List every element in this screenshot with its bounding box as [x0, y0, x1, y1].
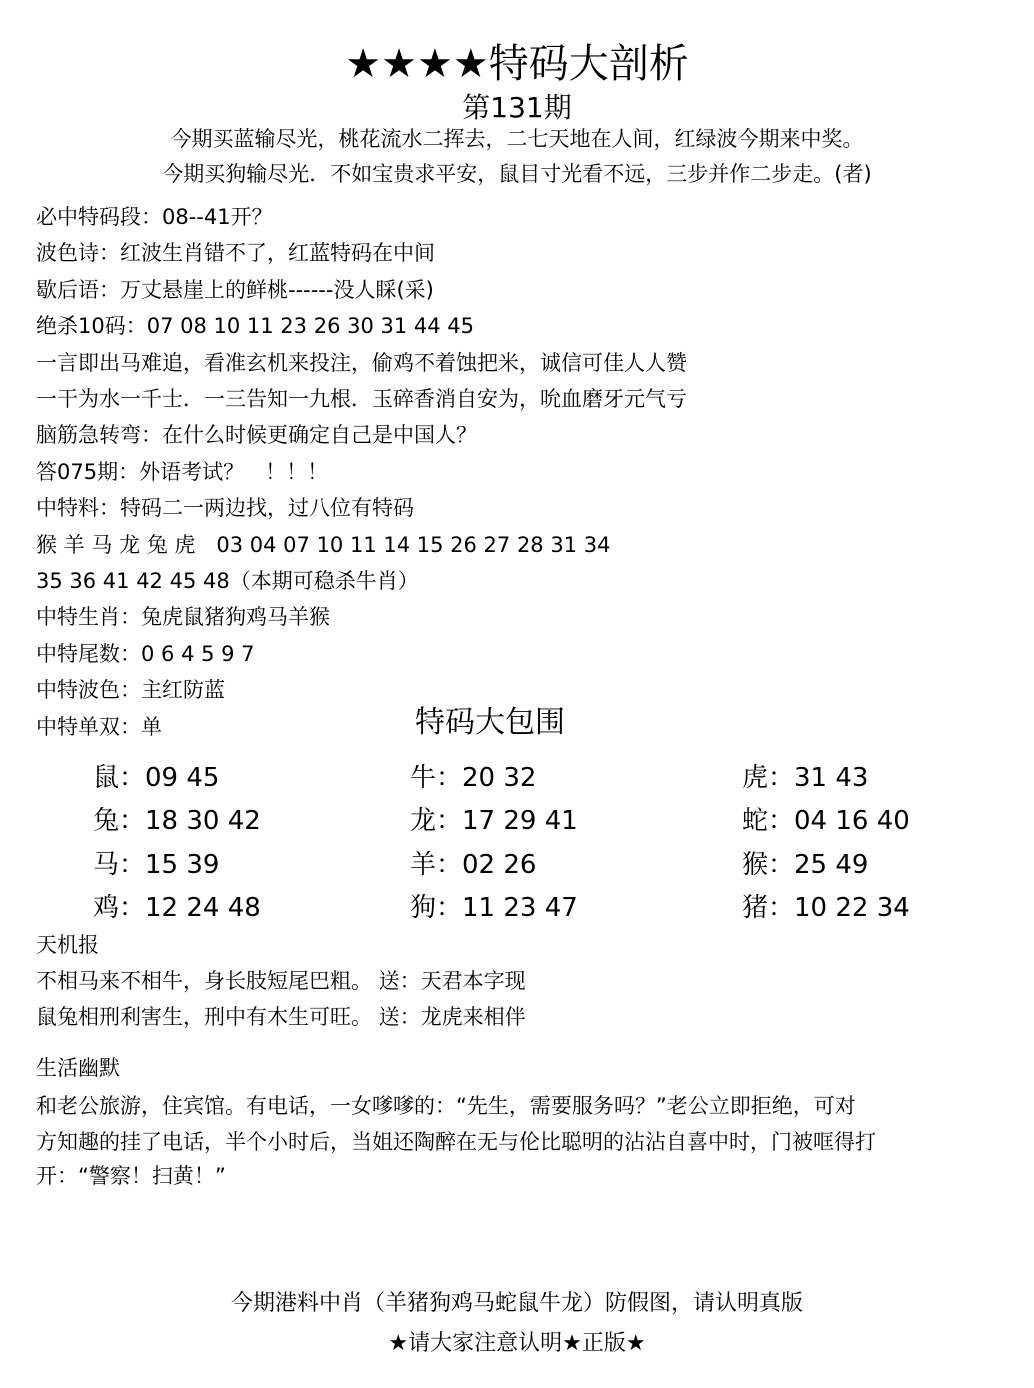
tianji-title: 天机报 [36, 933, 99, 957]
analysis-line: 一干为水一千士．一三告知一九根．玉碎香消自安为，吮血磨牙元气亏 [36, 387, 687, 411]
footer-note: 今期港料中肖（羊猪狗鸡马蛇鼠牛龙）防假图，请认明真版 [230, 1291, 803, 1316]
zodiac-numbers-cell: 羊：02 26 [410, 849, 537, 880]
tianji-line: 鼠兔相刑利害生，刑中有木生可旺。 送：龙虎来相伴 [36, 1005, 526, 1029]
zodiac-numbers-cell: 鼠：09 45 [93, 763, 220, 793]
zodiac-numbers-cell: 马：15 39 [93, 849, 220, 880]
zodiac-numbers-cell: 狗：11 23 47 [410, 892, 578, 923]
analysis-line: 必中特码段：08--41开？ [36, 205, 273, 229]
analysis-line: 猴 羊 马 龙 兔 虎 03 04 07 10 11 14 15 26 27 28 31 34 [36, 532, 611, 557]
analysis-line: 绝杀10码：07 08 10 11 23 26 30 31 44 45 [36, 314, 475, 339]
footer-slogan: ★请大家注意认明★正版★ [388, 1331, 646, 1356]
zodiac-numbers-cell: 龙：17 29 41 [410, 806, 578, 837]
analysis-line: 脑筋急转弯：在什么时候更确定自己是中国人？ [36, 423, 477, 448]
analysis-line: 中特波色：主红防蓝 [36, 678, 225, 703]
zodiac-numbers-cell: 猪：10 22 34 [742, 892, 910, 923]
page-title: ★★★★特码大剖析 [345, 41, 689, 87]
zodiac-numbers-cell: 牛：20 32 [410, 763, 537, 793]
analysis-line: 中特单双：单 [36, 714, 162, 739]
zodiac-numbers-cell: 猴：25 49 [742, 849, 869, 880]
analysis-line: 35 36 41 42 45 48（本期可稳杀牛肖） [36, 569, 419, 593]
analysis-line: 中特料：特码二一两边找，过八位有特码 [36, 496, 414, 521]
humor-line: 和老公旅游，住宾馆。有电话，一女嗲嗲的：“先生，需要服务吗？”老公立即拒绝，可对 [36, 1094, 856, 1118]
issue-number: 第131期 [462, 91, 572, 124]
analysis-line: 中特生肖：兔虎鼠猪狗鸡马羊猴 [36, 605, 330, 630]
zodiac-numbers-cell: 蛇：04 16 40 [742, 806, 910, 837]
analysis-line: 答075期：外语考试？ ！！！ [36, 459, 329, 484]
surround-title: 特码大包围 [415, 705, 565, 740]
analysis-line: 一言即出马难追，看准玄机来投注，偷鸡不着蚀把米，诚信可佳人人赞 [36, 350, 687, 375]
zodiac-numbers-cell: 鸡：12 24 48 [93, 892, 261, 923]
humor-title: 生活幽默 [36, 1056, 120, 1080]
analysis-line: 波色诗：红波生肖错不了，红蓝特码在中间 [36, 241, 435, 266]
intro-line: 今期买蓝输尽光，桃花流水二挥去，二七天地在人间，红绿波今期来中奖。 [170, 127, 864, 151]
intro-line: 今期买狗输尽光．不如宝贵求平安，鼠目寸光看不远，三步并作二步走。(者) [162, 162, 872, 186]
zodiac-numbers-cell: 兔：18 30 42 [93, 806, 261, 837]
zodiac-numbers-cell: 虎：31 43 [742, 763, 869, 793]
analysis-line: 中特尾数：0 6 4 5 9 7 [36, 641, 255, 666]
humor-line: 方知趣的挂了电话，半个小时后，当姐还陶醉在无与伦比聪明的沾沾自喜中时，门被哐得打 [36, 1130, 876, 1154]
analysis-line: 歇后语：万丈悬崖上的鲜桃------没人睬(采) [36, 277, 434, 302]
humor-line: 开：“警察！扫黄！” [36, 1164, 226, 1188]
tianji-line: 不相马来不相牛，身长肢短尾巴粗。 送：天君本字现 [36, 969, 526, 993]
